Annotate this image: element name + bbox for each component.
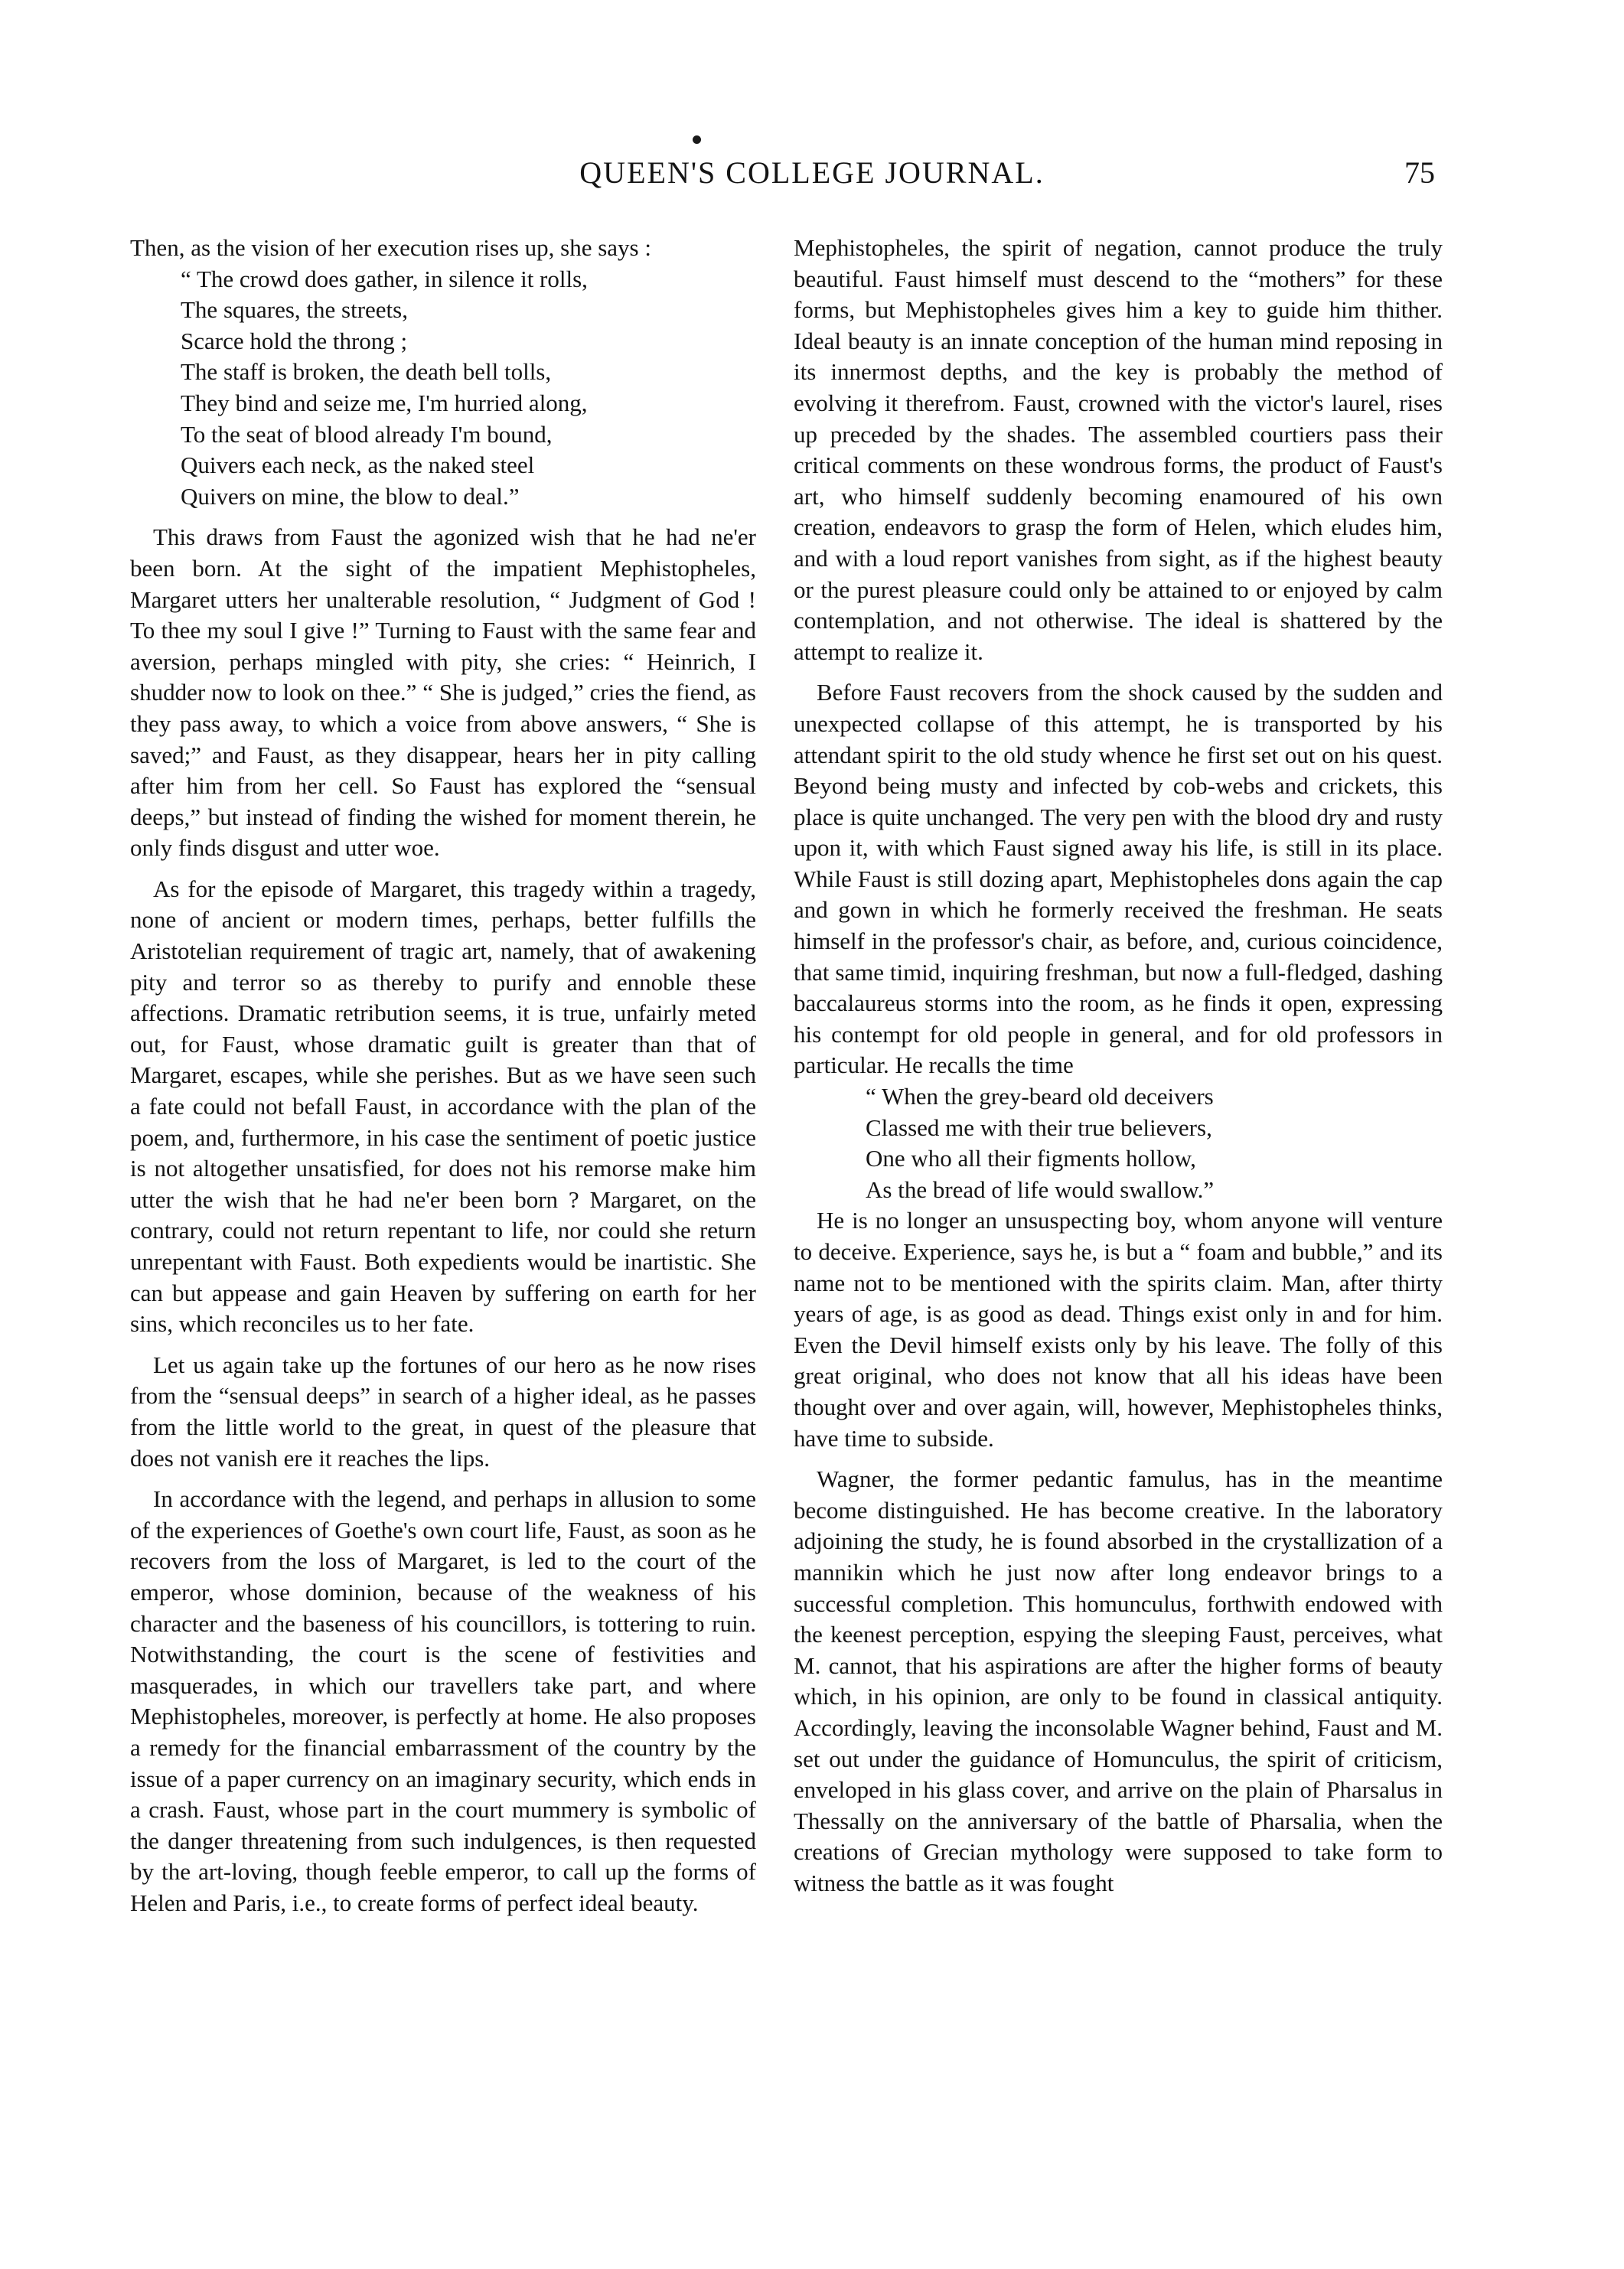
paragraph: Let us again take up the fortunes of our hero as he now rises from the “sensual deeps” in search of a higher ideal, as he passes from the little world to the great, in quest of the pleasure that does not vanish ere it reaches the lips. — [130, 1351, 756, 1472]
paragraph: Mephistopheles, the spirit of negation, cannot produce the truly beautiful. Faust himself must descend to the “mothers” for these forms, but Mephistopheles gives him a key to guide him thither. Ideal beauty is an innate conception of the human mind reposing in its innermost depths, and the key is probably the method of evolving it therefrom. Faust, crowned with the victor's laurel, rises up preceded by the shades. The assembled courtiers pass their critical comments on these wondrous forms, the product of Faust's art, who himself suddenly becoming enamoured of his own creation, endeavors to grasp the form of Helen, which eludes him, and with a loud report vanishes from sight, as if the highest beauty or the purest pleasure could only be attained to or enjoyed by calm contemplation, and not otherwise. The ideal is shattered by the attempt to realize it. — [794, 234, 1443, 665]
verse-block — [181, 264, 756, 513]
verse-line: One who all their figments hollow, — [866, 1145, 1196, 1172]
verse-line: Quivers each neck, as the naked steel — [181, 452, 535, 479]
verse-block — [866, 1081, 1443, 1205]
verse-line: They bind and seize me, I'm hurried along, — [181, 389, 588, 416]
left-column — [130, 233, 756, 1919]
page-number: 75 — [1404, 155, 1435, 190]
intro-line: Then, as the vision of her execution rises up, she says : — [130, 234, 651, 261]
verse-line: Quivers on mine, the blow to deal.” — [181, 482, 520, 510]
verse-line: The staff is broken, the death bell tolls, — [181, 358, 552, 386]
paragraph: As for the episode of Margaret, this tragedy within a tragedy, none of ancient or modern times, perhaps, better fulfills the Aristotelian requirement of tragic art, namely, that of awakening pity and terror so as thereby to purify and ennoble these affections. Dramatic retribution seems, it is true, unfairly meted out, for Faust, whose dramatic guilt is greater than that of Margaret, escapes, while she perishes. But as we have seen such a fate could not befall Faust, in accordance with the plan of the poem, and, furthermore, in his case the sentiment of poetic justice is not altogether unsatisfied, for does not his remorse make him utter the wish that he had ne'er been born ? Margaret, on the contrary, could not return repentant to life, nor could she return unrepentant with Faust. Both expedients would be inartistic. She can but appease and gain Heaven by suffering on earth for her sins, which reconciles us to her fate. — [130, 875, 756, 1338]
verse-line: “ When the grey-beard old deceivers — [866, 1083, 1214, 1110]
right-column — [794, 233, 1443, 1899]
verse-line: Scarce hold the throng ; — [181, 327, 408, 354]
paragraph: Before Faust recovers from the shock caused by the sudden and unexpected collapse of this attempt, he is transported by his attendant spirit to the old study whence he first set out on his quest. Beyond being musty and infected by cob-webs and crickets, this place is quite unchanged. The very pen with the blood dry and rusty upon it, with which Faust signed away his life, is still in its place. While Faust is still dozing apart, Mephistopheles dons again the cap and gown in which he formerly received the freshman. He seats himself in the professor's chair, as before, and, curious coincidence, that same timid, inquiring freshman, but now a full-fledged, dashing baccalaureus storms into the room, as he finds it open, expressing his contempt for old people in general, and for old professors in particular. He recalls the time — [794, 679, 1443, 1079]
verse-line: Classed me with their true believers, — [866, 1113, 1212, 1141]
verse-line: As the bread of life would swallow.” — [866, 1175, 1215, 1203]
paragraph: Wagner, the former pedantic famulus, has in the meantime become distinguished. He has become creative. In the laboratory adjoining the study, he is found absorbed in the crystallization of a mannikin which he just now after long endeavor brings to a successful completion. This homunculus, forthwith endowed with the keenest perception, espying the sleeping Faust, perceives, what M. cannot, that his aspirations are after the higher forms of beauty which, in his opinion, are only to be found in classical antiquity. Accordingly, leaving the inconsolable Wagner behind, Faust and M. set out under the guidance of Homunculus, the spirit of criticism, enveloped in his glass cover, and arrive on the plain of Pharsalus in Thessally on the anniversary of the battle of Pharsalia, when the creations of Grecian mythology were supposed to take form to witness the battle as it was fought — [794, 1465, 1443, 1896]
verse-line: To the seat of blood already I'm bound, — [181, 420, 553, 448]
verse-line: “ The crowd does gather, in silence it rolls, — [181, 265, 588, 292]
running-title: QUEEN'S COLLEGE JOURNAL. — [579, 155, 1045, 190]
paragraph: He is no longer an unsuspecting boy, whom anyone will venture to deceive. Experience, says he, is but a “ foam and bubble,” and its name not to be mentioned with the spirits claim. Man, after thirty years of age, is as good as dead. Things exist only in and for him. Even the Devil himself exists only by his leave. The folly of this great original, who does not know that all his ideas have been thought over and over again, will, however, Mephistopheles thinks, have time to subside. — [794, 1207, 1443, 1452]
paragraph: In accordance with the legend, and perhaps in allusion to some of the experiences of Goethe's own court life, Faust, as soon as he recovers from the loss of Margaret, is led to the court of the emperor, whose dominion, because of the weakness of his character and the baseness of his councillors, is tottering to ruin. Notwithstanding, the court is the scene of festivities and masquerades, in which our travellers take part, and where Mephistopheles, moreover, is perfectly at home. He also proposes a remedy for the financial embarrassment of the country by the issue of a paper currency on an imaginary security, which ends in a crash. Faust, whose part in the court mummery is symbolic of the danger threatening from such indulgences, is then requested by the art-loving, though feeble emperor, to call up the forms of Helen and Paris, i.e., to create forms of perfect ideal beauty. — [130, 1485, 756, 1916]
verse-line: The squares, the streets, — [181, 296, 408, 324]
printer-dot — [693, 135, 701, 144]
paragraph: This draws from Faust the agonized wish that he had ne'er been born. At the sight of the impatient Mephistopheles, Margaret utters her unalterable resolution, “ Judgment of God ! To thee my soul I give !” Turning to Faust with the same fear and aversion, perhaps mingled with pity, she cries: “ Heinrich, I shudder now to look on thee.” “ She is judged,” cries the fiend, as they pass away, to which a voice from above answers, “ She is saved;” and Faust, as they disappear, hears her in pity calling after him from her cell. So Faust has explored the “sensual deeps,” but instead of finding the wished for moment therein, he only finds disgust and utter woe. — [130, 523, 756, 862]
